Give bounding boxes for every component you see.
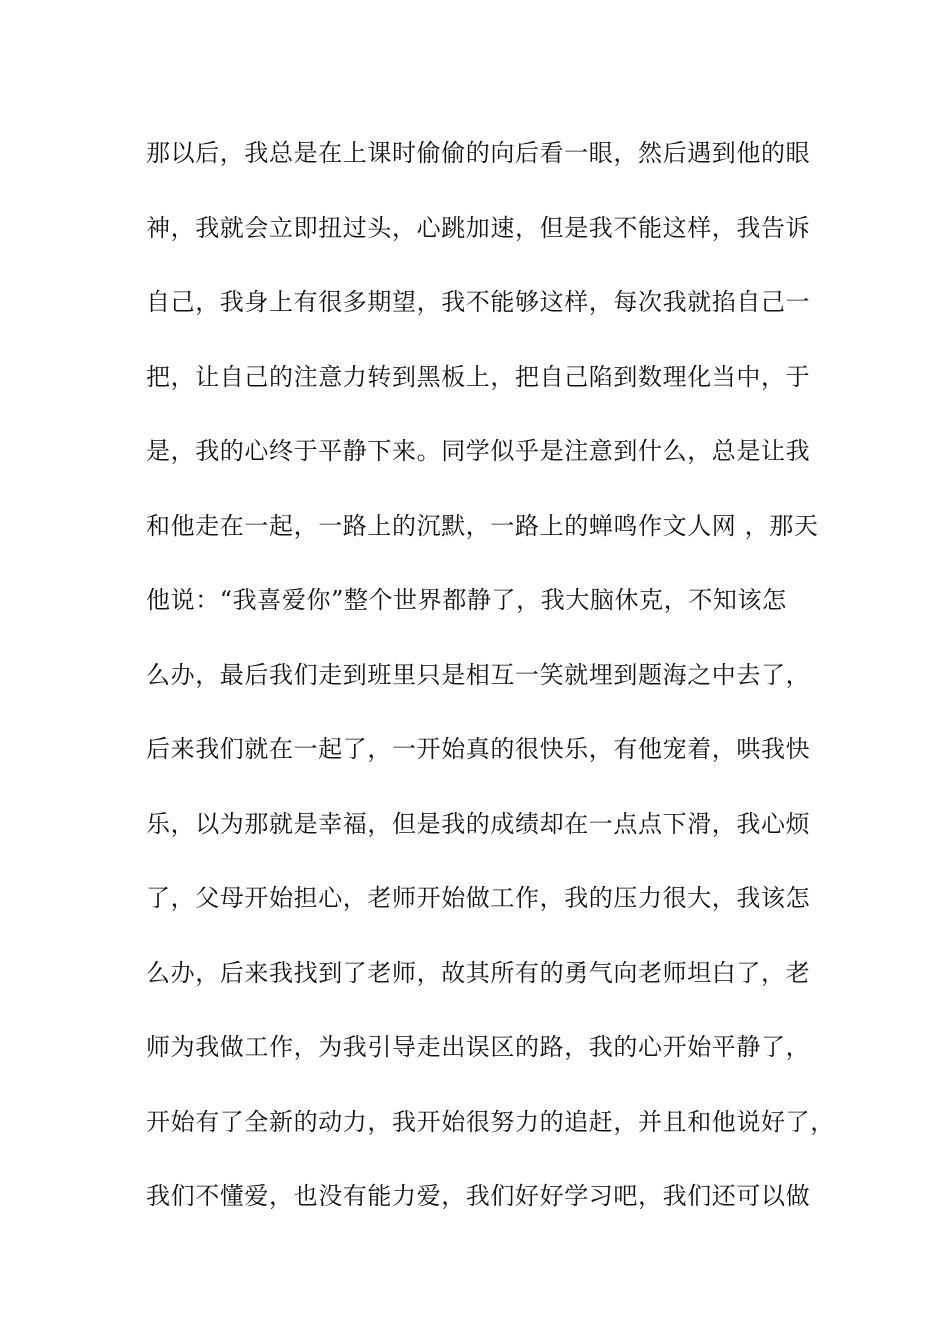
- text-line: 开始有了全新的动力，我开始很努力的追赶，并且和他说好了，: [146, 1107, 835, 1136]
- text-line: 么办，后来我找到了老师，故其所有的勇气向老师坦白了，老: [146, 958, 811, 987]
- text-line: 那以后，我总是在上课时偷偷的向后看一眼，然后遇到他的眼: [146, 139, 811, 167]
- text-line: 把，让自己的注意力转到黑板上，把自己陷到数理化当中，于: [146, 362, 811, 391]
- text-line: 师为我做工作，为我引导走出误区的路，我的心开始平静了，: [146, 1033, 811, 1061]
- text-line: 乐，以为那就是幸福，但是我的成绩却在一点点下滑，我心烦: [146, 809, 811, 838]
- text-line: 他说：“我喜爱你”整个世界都静了，我大脑休克，不知该怎: [146, 586, 787, 614]
- text-line: 自己，我身上有很多期望，我不能够这样，每次我就掐自己一: [146, 288, 811, 316]
- text-line: 是，我的心终于平静下来。同学似乎是注意到什么，总是让我: [146, 437, 811, 465]
- body-text: [146, 131, 836, 1249]
- text-line: 我们不懂爱，也没有能力爱，我们好好学习吧，我们还可以做: [146, 1182, 811, 1210]
- text-line: 了，父母开始担心，老师开始做工作，我的压力很大，我该怎: [146, 884, 811, 912]
- text-line: 后来我们就在一起了，一开始真的很快乐，有他宠着，哄我快: [146, 735, 811, 763]
- text-line: 和他走在一起，一路上的沉默，一路上的蝉鸣作文人网 ，那天: [146, 511, 819, 540]
- text-line: 么办，最后我们走到班里只是相互一笑就埋到题海之中去了，: [146, 660, 811, 689]
- text-line: 神，我就会立即扭过头，心跳加速，但是我不能这样，我告诉: [146, 213, 811, 242]
